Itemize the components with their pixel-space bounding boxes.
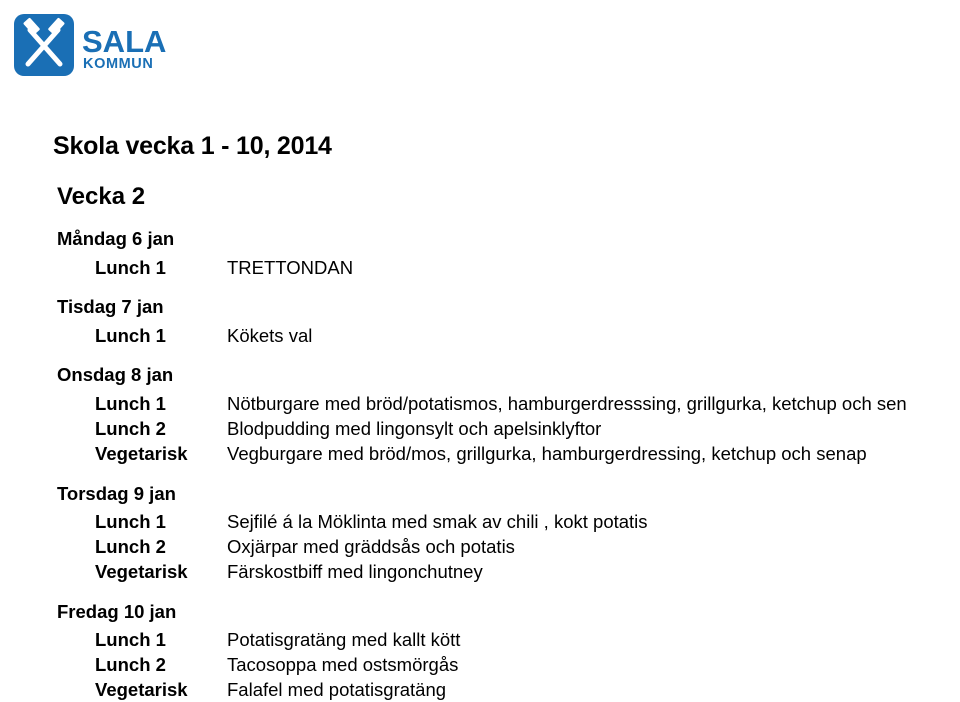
meal-label: Lunch 1 (95, 393, 166, 414)
meal-dish: Falafel med potatisgratäng (227, 679, 447, 700)
meal-label: Lunch 2 (95, 536, 166, 557)
meal-dish: Sejfilé á la Möklinta med smak av chili , kokt potatis (227, 511, 648, 532)
meal-dish: Tacosoppa med ostsmörgås (227, 654, 459, 675)
meal-label: Lunch 1 (95, 257, 166, 278)
meal-label: Lunch 2 (95, 418, 166, 439)
meal-dish: Blodpudding med lingonsylt och apelsinklyftor (227, 418, 602, 439)
meal-label: Lunch 1 (95, 511, 166, 532)
document-title: Skola vecka 1 - 10, 2014 (53, 132, 332, 160)
meal-label: Vegetarisk (95, 443, 188, 464)
day-heading-monday: Måndag 6 jan (57, 228, 175, 249)
meal-label: Vegetarisk (95, 561, 188, 582)
meal-dish: Nötburgare med bröd/potatismos, hamburgerdresssing, grillgurka, ketchup och sen (227, 393, 907, 414)
week-title: Vecka 2 (57, 183, 146, 210)
meal-dish: Oxjärpar med gräddsås och potatis (227, 536, 515, 557)
meal-dish: Vegburgare med bröd/mos, grillgurka, hamburgerdressing, ketchup och senap (227, 443, 867, 464)
meal-dish: TRETTONDAN (227, 257, 354, 278)
day-heading-friday: Fredag 10 jan (57, 601, 177, 622)
day-heading-thursday: Torsdag 9 jan (57, 483, 176, 504)
logo-wordmark-top: SALA (82, 24, 167, 59)
logo-wordmark-bottom: KOMMUN (83, 56, 154, 72)
meal-label: Lunch 1 (95, 325, 166, 346)
meal-dish: Färskostbiff med lingonchutney (227, 561, 483, 582)
day-heading-wednesday: Onsdag 8 jan (57, 364, 174, 385)
meal-label: Vegetarisk (95, 679, 188, 700)
day-heading-tuesday: Tisdag 7 jan (57, 296, 164, 317)
meal-dish: Potatisgratäng med kallt kött (227, 629, 461, 650)
sala-kommun-logo (0, 0, 178, 96)
logo-graphic (0, 0, 178, 96)
meal-dish: Kökets val (227, 325, 313, 346)
meal-label: Lunch 1 (95, 629, 166, 650)
meal-label: Lunch 2 (95, 654, 166, 675)
